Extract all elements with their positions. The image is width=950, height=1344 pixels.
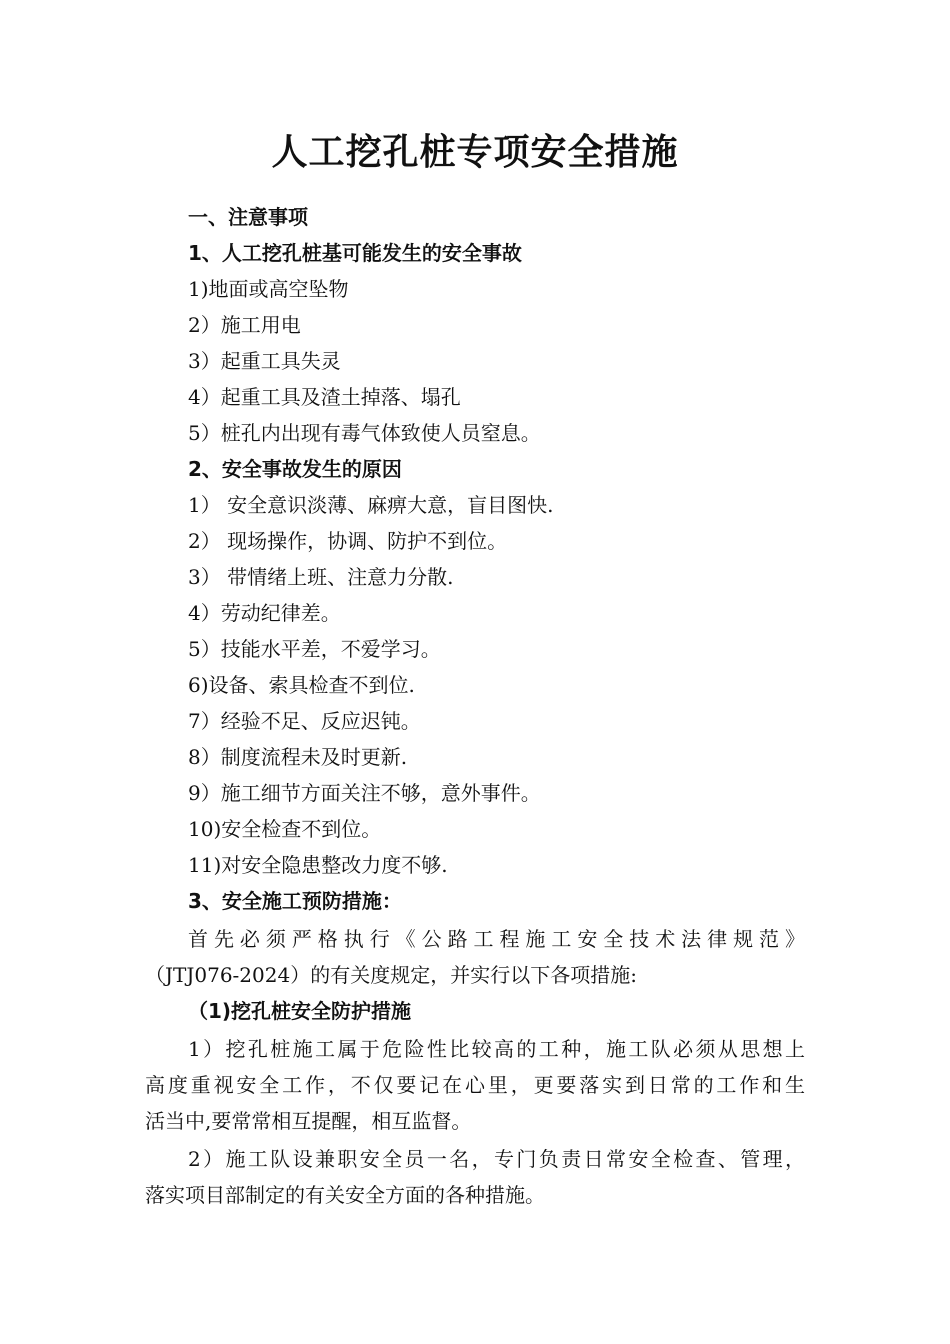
list-item: 4）劳动纪律差。 [188, 601, 341, 625]
paragraph-line: 活当中,要常常相互提醒，相互监督。 [145, 1109, 472, 1133]
paragraph-line: 首先必须严格执行《公路工程施工安全技术法律规范》 [188, 927, 805, 951]
subsection-heading: 1、人工挖孔桩基可能发生的安全事故 [188, 241, 522, 265]
list-item: 3） 带情绪上班、注意力分散. [188, 565, 454, 589]
list-item: 10)安全检查不到位。 [188, 817, 382, 841]
subsection-heading: （1)挖孔桩安全防护措施 [188, 999, 412, 1023]
list-item: 1） 安全意识淡薄、麻痹大意，盲目图快. [188, 493, 554, 517]
paragraph-line: 1）挖孔桩施工属于危险性比较高的工种，施工队必须从思想上 [188, 1037, 805, 1061]
list-item: 6)设备、索具检查不到位. [188, 673, 415, 697]
list-item: 3）起重工具失灵 [188, 349, 341, 373]
list-item: 8）制度流程未及时更新. [188, 745, 408, 769]
subsection-heading: 3、安全施工预防措施： [188, 889, 402, 913]
list-item: 7）经验不足、反应迟钝。 [188, 709, 421, 733]
list-item: 1)地面或高空坠物 [188, 277, 349, 301]
list-item: 2） 现场操作，协调、防护不到位。 [188, 529, 508, 553]
page-title: 人工挖孔桩专项安全措施 [271, 132, 679, 173]
list-item: 5）技能水平差，不爱学习。 [188, 637, 441, 661]
paragraph-line: 落实项目部制定的有关安全方面的各种措施。 [145, 1183, 545, 1207]
paragraph-line: 2）施工队设兼职安全员一名，专门负责日常安全检查、管理， [188, 1147, 805, 1171]
list-item: 2）施工用电 [188, 313, 301, 337]
paragraph-line: 高度重视安全工作，不仅要记在心里，更要落实到日常的工作和生 [145, 1073, 805, 1097]
list-item: 11)对安全隐患整改力度不够. [188, 853, 448, 877]
list-item: 5）桩孔内出现有毒气体致使人员窒息。 [188, 421, 541, 445]
subsection-heading: 2、安全事故发生的原因 [188, 457, 402, 481]
list-item: 4）起重工具及渣土掉落、塌孔 [188, 385, 461, 409]
section-heading: 一、注意事项 [188, 205, 308, 229]
paragraph-line: （JTJ076-2024）的有关度规定，并实行以下各项措施: [145, 963, 637, 987]
list-item: 9）施工细节方面关注不够，意外事件。 [188, 781, 541, 805]
